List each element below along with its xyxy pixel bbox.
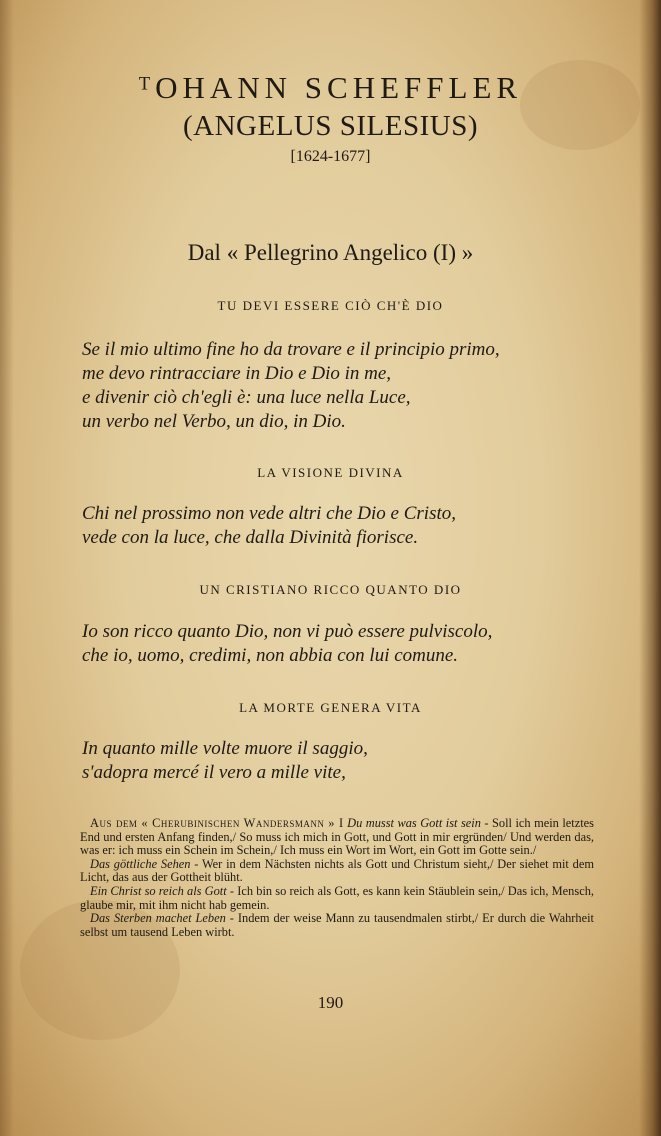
footnote-title: Du musst was Gott ist sein (347, 816, 481, 830)
poem-stanza (82, 338, 602, 434)
footnote-text: - Indem der weise Mann zu tausendmalen stirbt,/ Er durch die Wahrheit selbst um tausend Leben wirbt. (80, 911, 594, 939)
footnote-source: Aus dem « Cherubinischen Wandersmann » I (90, 816, 344, 830)
footnotes (80, 817, 594, 939)
author-name: ᵀOHANN SCHEFFLER (138, 70, 523, 105)
poem-stanza (82, 620, 602, 668)
poem-line: Io son ricco quanto Dio, non vi può essere pulviscolo, (82, 621, 493, 642)
poem-stanza (82, 737, 602, 785)
poem-line: un verbo nel Verbo, un dio, in Dio. (82, 411, 346, 432)
poem-title: TU DEVI ESSERE CIÒ CH'È DIO (217, 298, 444, 313)
footnote (80, 858, 594, 885)
footnote (80, 885, 594, 912)
section-title: Dal « Pellegrino Angelico (I) » (187, 240, 474, 265)
poem-line: me devo rintracciare in Dio e Dio in me, (82, 363, 392, 384)
page-right-edge-shadow (639, 0, 661, 1136)
author-dates: [1624-1677] (290, 148, 371, 165)
poem-stanza (82, 502, 602, 550)
footnote-text: - Wer in dem Nächsten nichts als Gott und Christum sieht,/ Der siehet mit dem Licht, das aus der Gottheit blüht. (80, 856, 594, 885)
poem-line: In quanto mille volte muore il saggio, (82, 738, 368, 759)
footnote-title: Das göttliche Sehen (90, 856, 191, 871)
footnote-text: - Soll ich mein letztes End und ersten Anfang finden,/ So muss ich mich in Gott, und Gott in mir ergründen/ Und werden das, was er: ich muss ein Schein im Schein,/ Ich muss ein Wort im Wort, ein Gott im Gotte sein./ (80, 816, 594, 858)
footnote-title: Das Sterben machet Leben (90, 911, 226, 926)
poem-line: che io, uomo, credimi, non abbia con lui comune. (82, 645, 459, 666)
footnote-title: Ein Christ so reich als Gott (90, 883, 227, 898)
poem-line: Se il mio ultimo fine ho da trovare e il principio primo, (82, 339, 500, 360)
poem-title: LA VISIONE DIVINA (257, 465, 404, 480)
footnote (80, 817, 594, 858)
footnote (80, 912, 594, 939)
poem-title: UN CRISTIANO RICCO QUANTO DIO (199, 582, 462, 597)
poem-line: s'adopra mercé il vero a mille vite, (82, 762, 346, 783)
poem-line: Chi nel prossimo non vede altri che Dio e Cristo, (82, 503, 456, 524)
poem-title: LA MORTE GENERA VITA (239, 700, 422, 715)
page-left-edge-shadow (0, 0, 14, 1136)
poem-line: e divenir ciò ch'egli è: una luce nella Luce, (82, 387, 411, 408)
author-pseudonym: (ANGELUS SILESIUS) (183, 110, 478, 142)
footnote-text: - Ich bin so reich als Gott, es kann kein Stäublein sein,/ Das ich, Mensch, glaube mir, mit ihm nicht hab gemein. (80, 883, 594, 912)
poem-line: vede con la luce, che dalla Divinità fiorisce. (82, 527, 419, 548)
page-number: 190 (317, 993, 344, 1012)
